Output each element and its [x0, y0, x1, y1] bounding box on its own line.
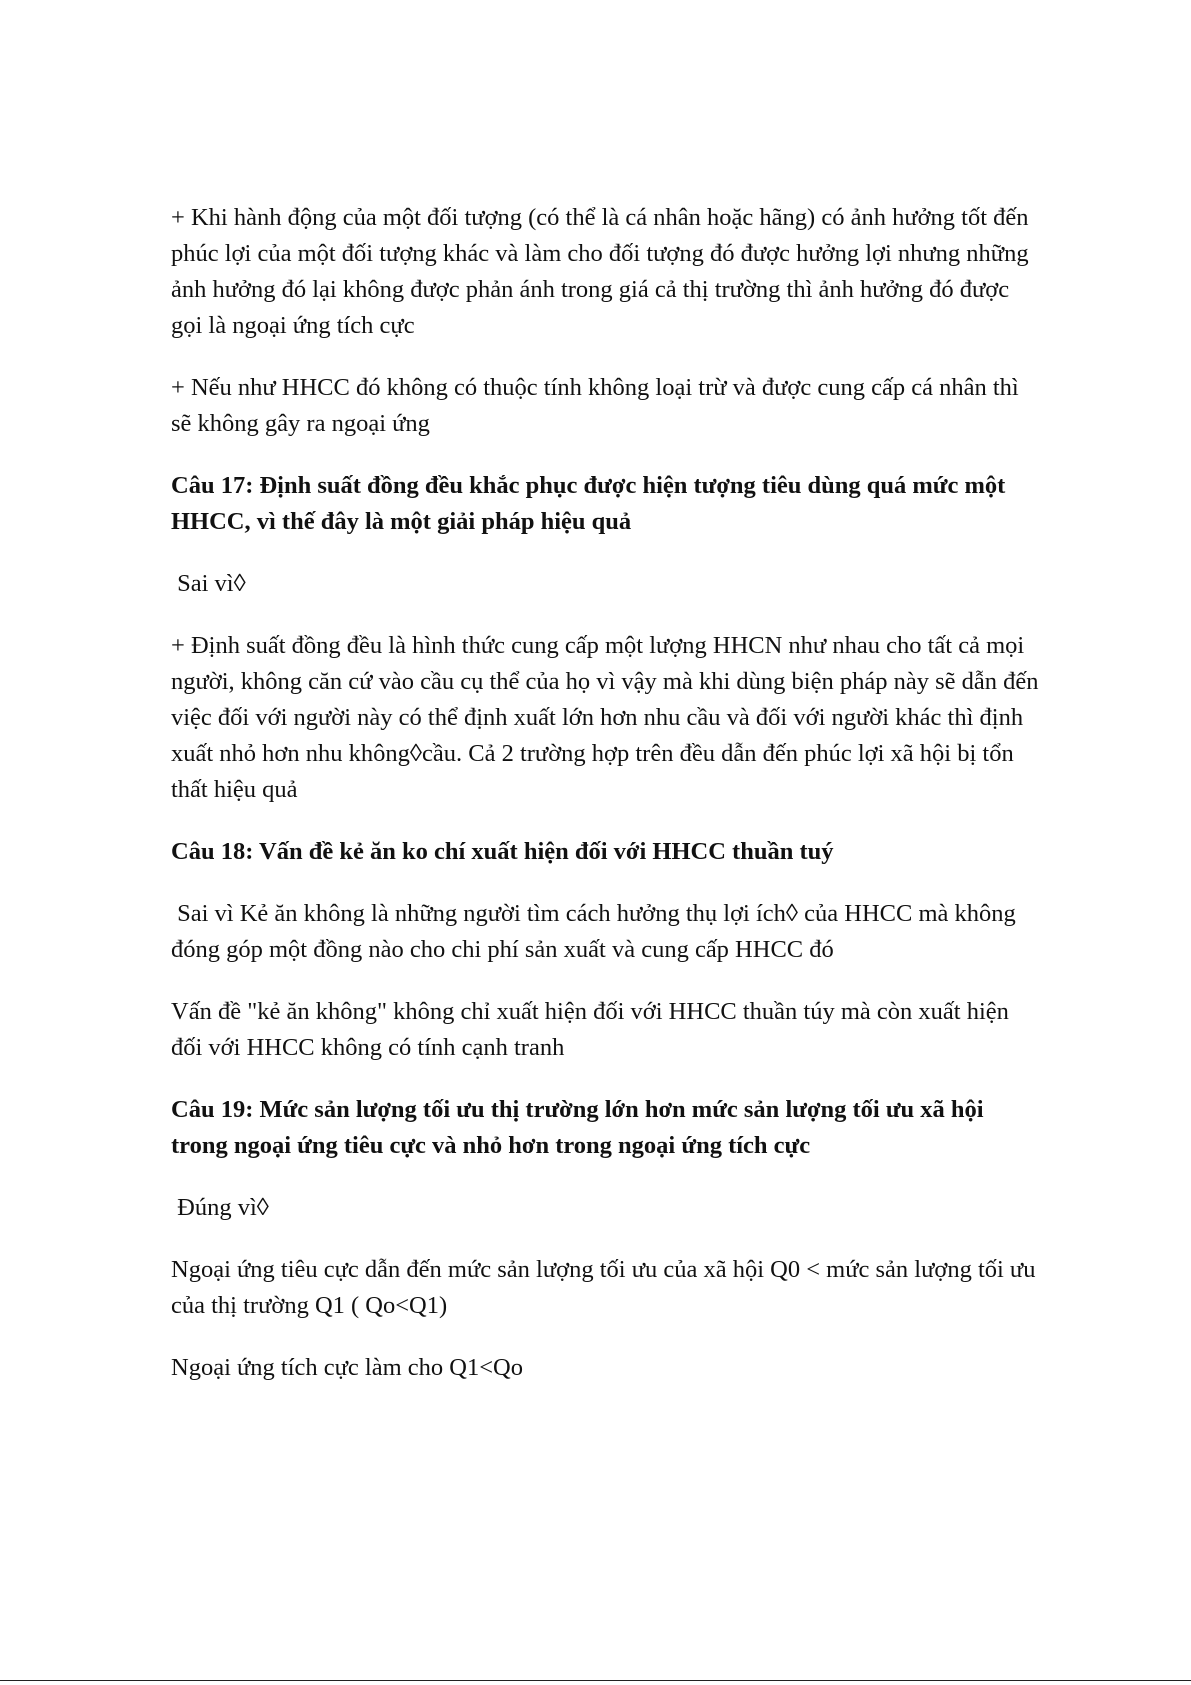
page-bottom-rule — [0, 1680, 1191, 1681]
question-19-negative-externality: Ngoại ứng tiêu cực dẫn đến mức sản lượng tối ưu của xã hội Q0 < mức sản lượng tối ưu của thị trường Q1 ( Qo<Q1) — [171, 1256, 1036, 1319]
question-18-answer: Sai vì Kẻ ăn không là những người tìm cách hưởng thụ lợi ích◊ của HHCC mà không đóng góp một đồng nào cho chi phí sản xuất và cung cấp HHCC đó — [171, 900, 1022, 963]
question-17-explanation: + Định suất đồng đều là hình thức cung cấp một lượng HHCN như nhau cho tất cả mọi người, không căn cứ vào cầu cụ thể của họ vì vậy mà khi dùng biện pháp này sẽ dẫn đến việc đối với người này có thể định xuất lớn hơn nhu cầu và đối với người khác thì định xuất nhỏ hơn nhu không◊cầu. Cả 2 trường hợp trên đều dẫn đến phúc lợi xã hội bị tổn thất hiệu quả — [171, 632, 1039, 803]
question-19-heading: Câu 19: Mức sản lượng tối ưu thị trường lớn hơn mức sản lượng tối ưu xã hội trong ngoại ứng tiêu cực và nhỏ hơn trong ngoại ứng tích cực — [171, 1096, 984, 1159]
question-19-answer: Đúng vì◊ — [171, 1194, 269, 1221]
question-17-heading: Câu 17: Định suất đồng đều khắc phục được hiện tượng tiêu dùng quá mức một HHCC, vì thế đây là một giải pháp hiệu quả — [171, 472, 1006, 535]
question-17-answer: Sai vì◊ — [171, 570, 246, 597]
question-18-heading: Câu 18: Vấn đề kẻ ăn ko chí xuất hiện đối với HHCC thuần tuý — [171, 838, 834, 865]
paragraph-positive-externality: + Khi hành động của một đối tượng (có thể là cá nhân hoặc hãng) có ảnh hưởng tốt đến phúc lợi của một đối tượng khác và làm cho đối tượng đó được hưởng lợi nhưng những ảnh hưởng đó lại không được phản ánh trong giá cả thị trường thì ảnh hưởng đó được gọi là ngoại ứng tích cực — [171, 204, 1029, 339]
question-19-positive-externality: Ngoại ứng tích cực làm cho Q1<Qo — [171, 1354, 523, 1381]
document-page — [171, 200, 1041, 1386]
paragraph-no-externality: + Nếu như HHCC đó không có thuộc tính không loại trừ và được cung cấp cá nhân thì sẽ không gây ra ngoại ứng — [171, 374, 1019, 437]
question-18-explanation: Vấn đề "kẻ ăn không" không chỉ xuất hiện đối với HHCC thuần túy mà còn xuất hiện đối với HHCC không có tính cạnh tranh — [171, 998, 1009, 1061]
